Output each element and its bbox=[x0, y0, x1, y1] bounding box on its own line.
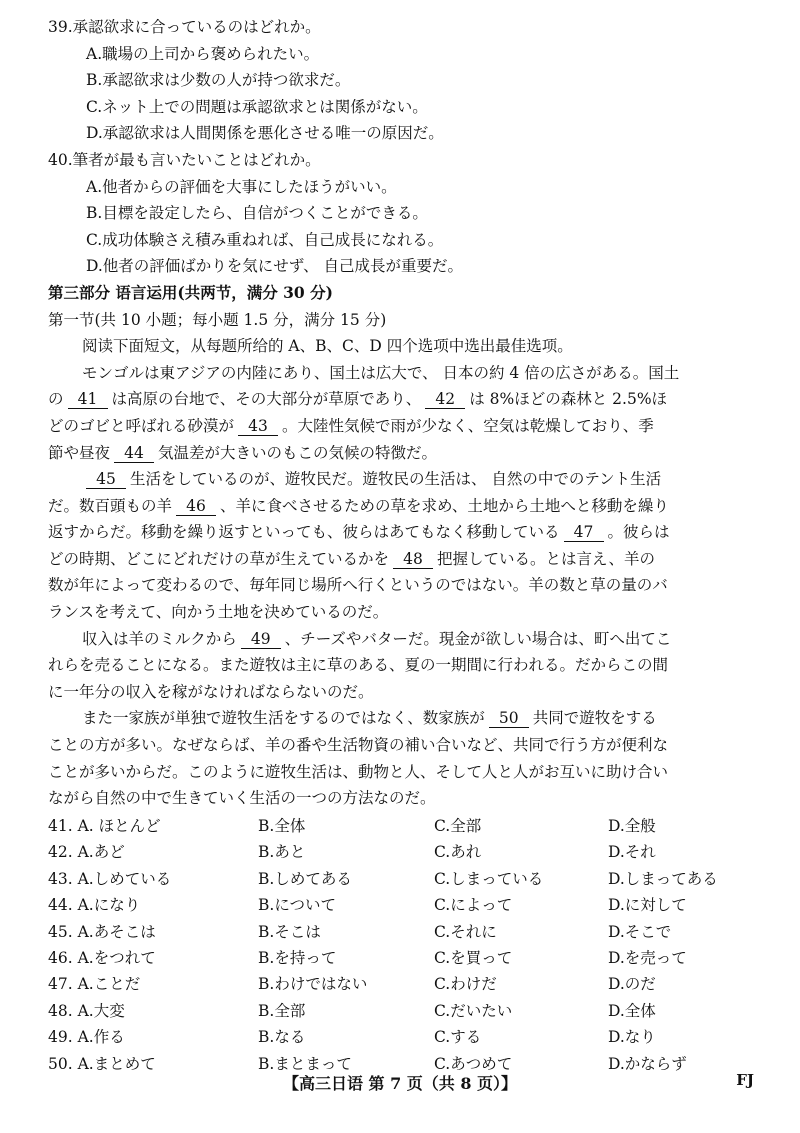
option-c: C.成功体験さえ積み重ねれば、自己成長になれる。 bbox=[86, 230, 444, 249]
answer-option: B.しめてある bbox=[258, 869, 352, 888]
answer-row bbox=[48, 944, 760, 970]
passage-line: ランスを考えて、向かう土地を決めているのだ。 bbox=[48, 603, 389, 622]
answer-option: D.それ bbox=[608, 843, 656, 862]
answer-option: 45. A.あそこは bbox=[48, 922, 156, 941]
answer-option: B.全部 bbox=[258, 1001, 306, 1020]
answer-option: C.によって bbox=[434, 896, 513, 915]
answer-option: 44. A.になり bbox=[48, 896, 141, 915]
answer-option: B.全体 bbox=[258, 817, 306, 835]
answer-row bbox=[48, 917, 760, 943]
answer-option: D.のだ bbox=[608, 975, 656, 994]
answer-option: 47. A.ことだ bbox=[48, 975, 141, 994]
option-d: D.承認欲求は人間関係を悪化させる唯一の原因だ。 bbox=[86, 124, 444, 143]
answer-option: B.そこは bbox=[258, 922, 321, 941]
option-b: B.承認欲求は少数の人が持つ欲求だ。 bbox=[86, 71, 351, 90]
blank-49: 49 bbox=[241, 630, 281, 649]
answer-option: B.わけではない bbox=[258, 975, 368, 994]
answer-option: 46. A.をつれて bbox=[48, 948, 156, 967]
answer-row bbox=[48, 891, 760, 917]
passage-line: ことの方が多い。なぜならば、羊の番や生活物資の補い合いなど、共同で行う方が便利な bbox=[48, 736, 669, 755]
answer-option: C.だいたい bbox=[434, 1001, 513, 1020]
answer-option: D.そこで bbox=[608, 922, 672, 941]
answer-option: C.しまっている bbox=[434, 869, 544, 888]
passage-line: れらを売ることになる。また遊牧は主に草のある、夏の一期間に行われる。だからこの間 bbox=[48, 656, 669, 675]
passage-line: また一家族が単独で遊牧生活をするのではなく、数家族が 50 共同で遊牧をする bbox=[82, 709, 657, 728]
question-39 bbox=[48, 14, 760, 147]
option-b: B.目標を設定したら、自信がつくことができる。 bbox=[86, 204, 428, 223]
passage-line: に一年分の収入を稼がなければならないのだ。 bbox=[48, 682, 374, 701]
answer-option: C.あれ bbox=[434, 843, 482, 862]
passage-line: 収入は羊のミルクから 49 、チーズやバターだ。現金が欲しい場合は、町へ出てこ bbox=[82, 629, 672, 648]
page-number-label: 【高三日语 第 7 页（共 8 页）】 bbox=[282, 1074, 518, 1093]
passage-line: の 41 は高原の台地で、その大部分が草原であり、 42 は 8%ほどの森林と 2.5%ほ bbox=[48, 390, 668, 409]
answer-option: B.あと bbox=[258, 843, 306, 862]
question-stem: 39.承認欲求に合っているのはどれか。 bbox=[48, 18, 321, 36]
answer-option: 50. A.まとめて bbox=[48, 1054, 156, 1073]
passage-line: 数が年によって変わるので、毎年同じ場所へ行くというのではない。羊の数と草の量のバ bbox=[48, 576, 668, 595]
passage-line: 返すからだ。移動を繰り返すといっても、彼らはあてもなく移動している 47 。彼らは bbox=[48, 523, 670, 542]
answer-row bbox=[48, 838, 760, 864]
answer-option: C.する bbox=[434, 1028, 482, 1047]
instruction: 阅读下面短文，从每题所给的 A、B、C、D 四个选项中选出最佳选项。 bbox=[82, 337, 573, 356]
answer-option: C.あつめて bbox=[434, 1054, 513, 1073]
blank-43: 43 bbox=[238, 417, 278, 436]
blank-48: 48 bbox=[393, 550, 433, 569]
page-footer bbox=[0, 1071, 800, 1093]
answer-option: 48. A.大変 bbox=[48, 1001, 125, 1020]
answer-option: B.について bbox=[258, 896, 337, 915]
passage-line: どの時期、どこにどれだけの草が生えているかを 48 把握している。とは言え、羊の bbox=[48, 549, 655, 568]
answer-row bbox=[48, 1023, 760, 1049]
option-d: D.他者の評価ばかりを気にせず、 自己成長が重要だ。 bbox=[86, 257, 463, 276]
answer-option: C.それに bbox=[434, 922, 497, 941]
answer-option: C.全部 bbox=[434, 817, 482, 835]
blank-44: 44 bbox=[114, 444, 154, 463]
passage-line: 45 生活をしているのが、遊牧民だ。遊牧民の生活は、 自然の中でのテント生活 bbox=[48, 466, 760, 493]
part-title: 第三部分 语言运用(共两节，满分 30 分) bbox=[48, 282, 333, 302]
answer-option: C.を買って bbox=[434, 948, 513, 967]
passage-line: 節や昼夜 44 気温差が大きいのもこの気候の特徴だ。 bbox=[48, 443, 438, 462]
blank-50: 50 bbox=[489, 709, 529, 728]
question-stem: 40.筆者が最も言いたいことはどれか。 bbox=[48, 150, 321, 169]
answer-row bbox=[48, 997, 760, 1023]
section-subtitle: 第一节(共 10 小题；每小题 1.5 分，满分 15 分) bbox=[48, 310, 387, 329]
answer-option: 49. A.作る bbox=[48, 1028, 125, 1047]
blank-42: 42 bbox=[425, 390, 465, 409]
answer-option: D.かならず bbox=[608, 1054, 687, 1073]
blank-41: 41 bbox=[68, 390, 108, 409]
option-a: A.他者からの評価を大事にしたほうがいい。 bbox=[86, 177, 397, 196]
answer-option: C.わけだ bbox=[434, 975, 497, 994]
option-c: C.ネット上での問題は承認欲求とは関係がない。 bbox=[86, 97, 428, 116]
blank-46: 46 bbox=[176, 497, 216, 516]
answer-option: 41. A. ほとんど bbox=[48, 817, 161, 835]
answer-option: D.全般 bbox=[608, 817, 656, 835]
exam-code: FJ bbox=[736, 1071, 754, 1089]
answer-option: D.なり bbox=[608, 1028, 656, 1047]
passage bbox=[48, 360, 760, 812]
answer-option: D.しまってある bbox=[608, 869, 718, 888]
passage-line: ことが多いからだ。このように遊牧生活は、動物と人、そして人と人がお互いに助け合い bbox=[48, 762, 669, 781]
passage-line: ながら自然の中で生きていく生活の一つの方法なのだ。 bbox=[48, 789, 436, 808]
answer-option: B.まとまって bbox=[258, 1054, 352, 1073]
passage-line: だ。数百頭もの羊 46 、羊に食べさせるための草を求め、土地から土地へと移動を繰り bbox=[48, 496, 669, 515]
answer-option: B.を持って bbox=[258, 948, 337, 967]
answer-option: D.全体 bbox=[608, 1001, 656, 1020]
answer-row bbox=[48, 812, 760, 838]
answer-option: D.に対して bbox=[608, 896, 687, 915]
answer-option: B.なる bbox=[258, 1028, 306, 1047]
answer-option: D.を売って bbox=[608, 948, 687, 967]
answer-row bbox=[48, 865, 760, 891]
answer-options-table bbox=[48, 812, 760, 1076]
passage-line: モンゴルは東アジアの内陸にあり、国土は広大で、 日本の約 4 倍の広さがある。国土 bbox=[82, 363, 680, 382]
answer-option: 43. A.しめている bbox=[48, 869, 172, 888]
blank-45: 45 bbox=[86, 470, 126, 489]
answer-option: 42. A.あど bbox=[48, 843, 125, 862]
answer-row bbox=[48, 970, 760, 996]
option-a: A.職場の上司から褒められたい。 bbox=[86, 44, 320, 63]
passage-line: どのゴビと呼ばれる砂漠が 43 。大陸性気候で雨が少なく、空気は乾燥しており、季 bbox=[48, 416, 654, 435]
question-40 bbox=[48, 147, 760, 280]
blank-47: 47 bbox=[564, 523, 604, 542]
